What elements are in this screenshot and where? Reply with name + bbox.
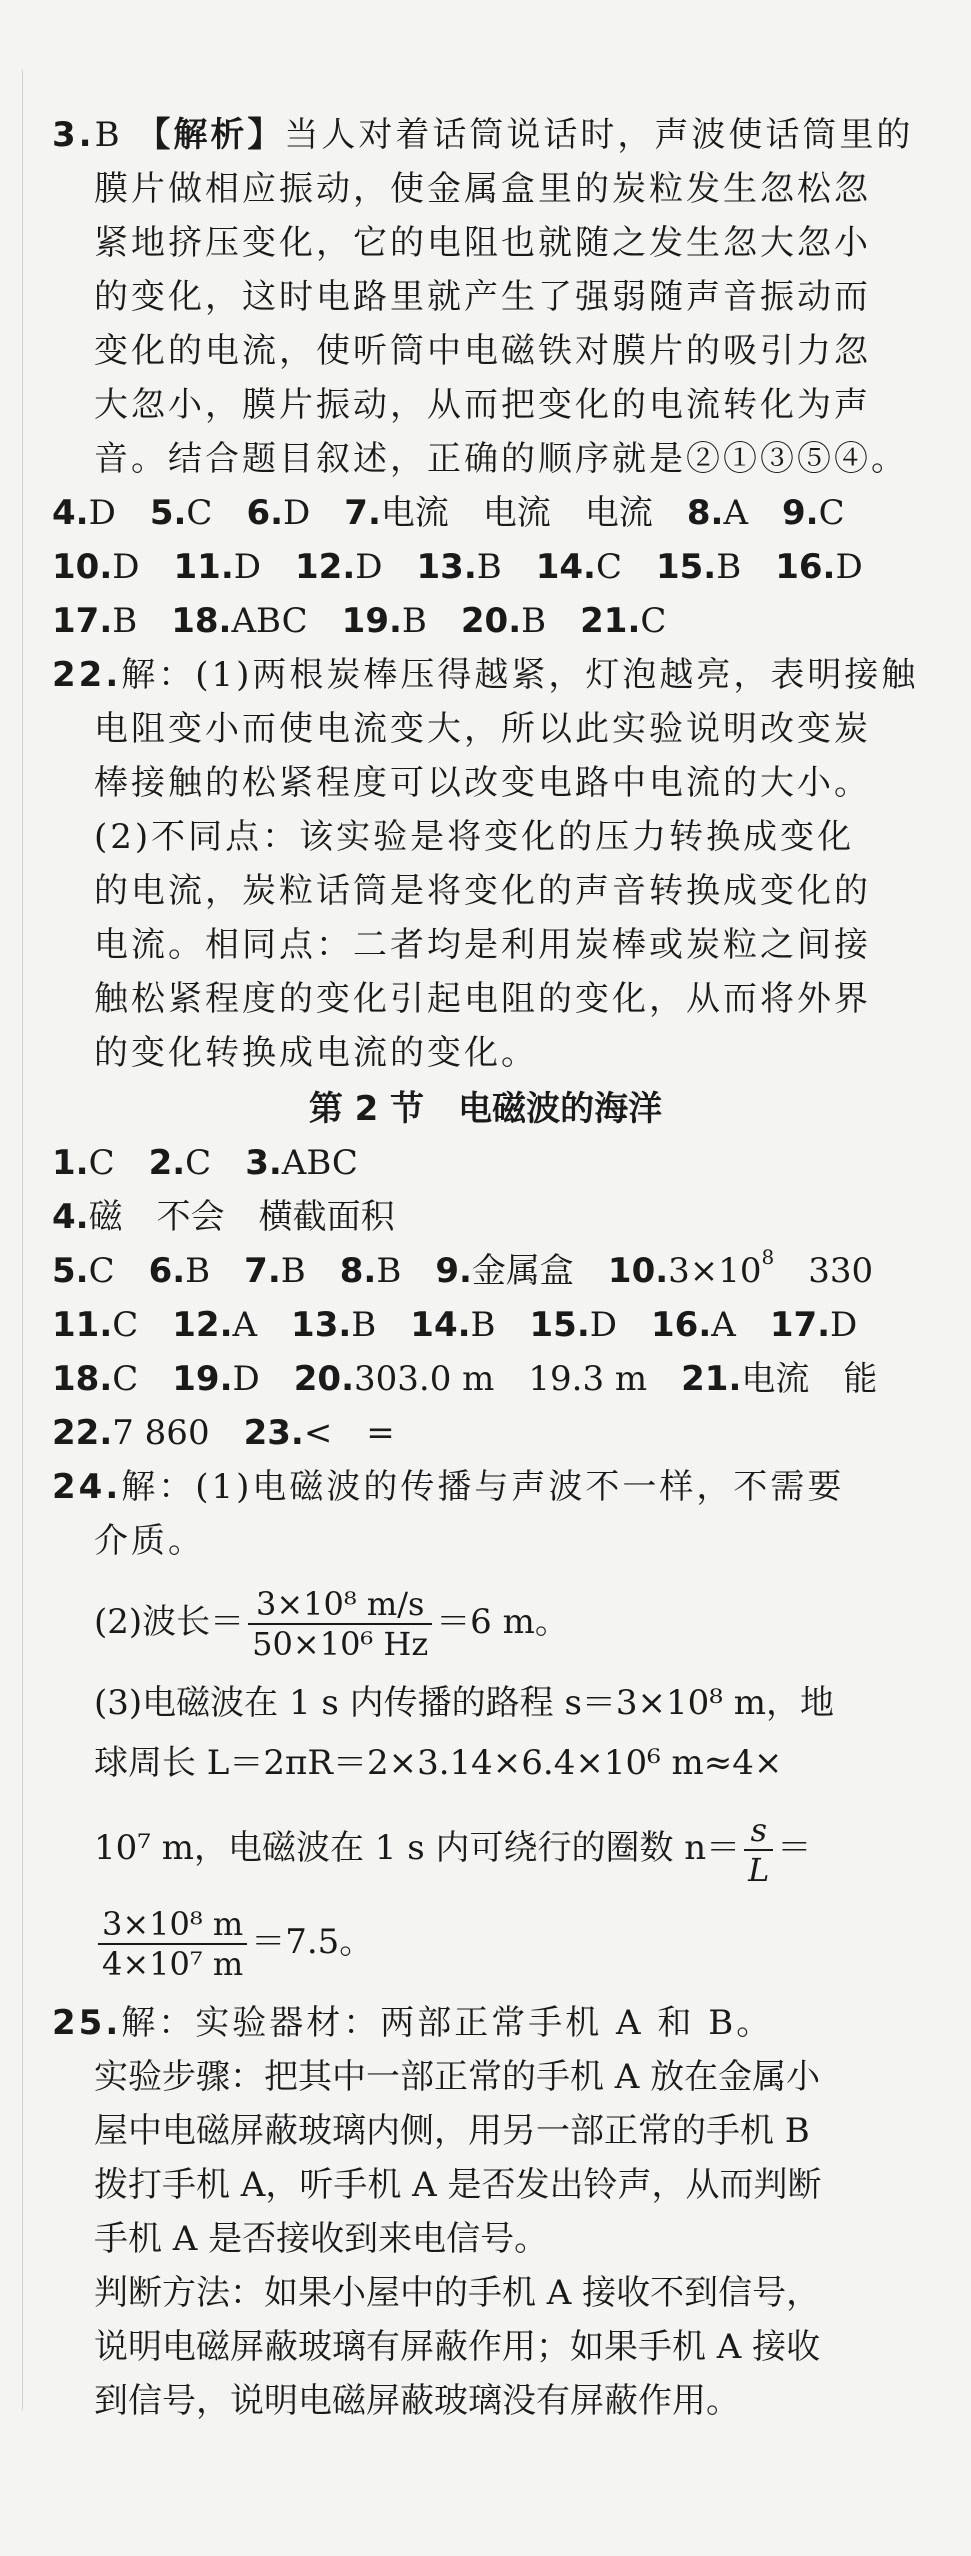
q24-wavelength-line: (2)波长＝ $\frac{\text{3×10⁸ m/s}}{\text{50×10⁶ Hz}}$ ＝6 m。 — [94, 1585, 569, 1663]
q25-line-6: 判断方法：如果小屋中的手机 A 接收不到信号， — [94, 2273, 821, 2313]
loops-fraction: $\frac{\text{3×10⁸ m}}{\text{4×10⁷ m}}$ — [98, 1905, 247, 1983]
q3-line-6: 大忽小，膜片振动，从而把变化的电流转化为声 — [94, 385, 871, 425]
q24-loops-line: 10⁷ m，电磁波在 1 s 内可绕行的圈数 n＝ $\frac{s}{L}$ ＝ — [94, 1811, 812, 1889]
answer-row-4-9: 4.D 5.C 6.D 7.电流 电流 电流 8.A 9.C — [52, 493, 845, 533]
q22-number: 22. — [52, 655, 122, 695]
q22-line-2: 电阻变小而使电流变大，所以此实验说明改变炭 — [94, 709, 871, 749]
q22-line-8: 的变化转换成电流的变化。 — [94, 1033, 538, 1073]
q25-line-2: 实验步骤：把其中一部正常的手机 A 放在金属小 — [94, 2057, 821, 2097]
q22-line-3: 棒接触的松紧程度可以改变电路中电流的大小。 — [94, 763, 871, 803]
q25-line-3: 屋中电磁屏蔽玻璃内侧，用另一部正常的手机 B — [94, 2111, 810, 2151]
q25-number: 25. — [52, 2003, 122, 2043]
q22-line-6: 电流。相同点：二者均是利用炭棒或炭粒之间接 — [94, 925, 871, 965]
s2-answer-row-11-17: 11.C 12.A 13.B 14.B 15.D 16.A 17.D — [52, 1305, 858, 1345]
q3-line-1 — [52, 112, 913, 158]
q22-line-4: (2)不同点：该实验是将变化的压力转换成变化 — [94, 817, 855, 857]
q24-line-2: 介质。 — [94, 1521, 205, 1561]
q3-line-5: 变化的电流，使听筒中电磁铁对膜片的吸引力忽 — [94, 331, 871, 371]
q25-line-4: 拨打手机 A，听手机 A 是否发出铃声，从而判断 — [94, 2165, 822, 2205]
q24-number: 24. — [52, 1467, 122, 1507]
s-over-l-fraction: $\frac{s}{L}$ — [744, 1811, 773, 1889]
q3-number: 3. — [52, 115, 95, 155]
gutter-divider — [22, 70, 23, 2410]
q3-line-3: 紧地挤压变化，它的电阻也就随之发生忽大忽小 — [94, 223, 871, 263]
q3-answer: B — [94, 115, 123, 155]
q3-line-2: 膜片做相应振动，使金属盒里的炭粒发生忽松忽 — [94, 169, 871, 209]
q22-line-7: 触松紧程度的变化引起电阻的变化，从而将外界 — [94, 979, 871, 1019]
s2-answer-row-18-21: 18.C 19.D 20.303.0 m 19.3 m 21.电流 能 — [52, 1359, 878, 1399]
q24-result-line: $\frac{\text{3×10⁸ m}}{\text{4×10⁷ m}}$ ＝7.5。 — [94, 1900, 373, 1984]
q3-line-7: 音。结合题目叙述，正确的顺序就是②①③⑤④。 — [94, 439, 908, 479]
q25-line-5: 手机 A 是否接收到来电信号。 — [94, 2219, 549, 2259]
q22-line-5: 的电流，炭粒话筒是将变化的声音转换成变化的 — [94, 871, 871, 911]
answer-row-17-21: 17.B 18.ABC 19.B 20.B 21.C — [52, 601, 667, 641]
s2-answer-row-1-3: 1.C 2.C 3.ABC — [52, 1143, 358, 1183]
q22-line-1: 22.解：(1)两根炭棒压得越紧，灯泡越亮，表明接触 — [52, 655, 919, 695]
wavelength-fraction: $\frac{\text{3×10⁸ m/s}}{\text{50×10⁶ Hz}}$ — [248, 1585, 432, 1663]
q3-text: 当人对着话筒说话时，声波使话筒里的 — [284, 115, 914, 155]
q25-line-1: 25.解：实验器材：两部正常手机 A 和 B。 — [52, 2003, 774, 2043]
q25-line-8: 到信号，说明电磁屏蔽玻璃没有屏蔽作用。 — [94, 2381, 740, 2421]
q24-line-4: (3)电磁波在 1 s 内传播的路程 s＝3×10⁸ m，地 — [94, 1683, 834, 1723]
section-2-heading: 第 2 节 电磁波的海洋 — [308, 1089, 663, 1129]
s2-answer-row-22-23: 22.7 860 23.< = — [52, 1413, 395, 1453]
q24-line-5: 球周长 L＝2πR＝2×3.14×6.4×10⁶ m≈4× — [94, 1743, 783, 1783]
q25-line-7: 说明电磁屏蔽玻璃有屏蔽作用；如果手机 A 接收 — [94, 2327, 821, 2367]
s2-answer-row-4: 4.磁 不会 横截面积 — [52, 1197, 395, 1237]
q3-line-4: 的变化，这时电路里就产生了强弱随声音振动而 — [94, 277, 871, 317]
answer-row-10-16: 10.D 11.D 12.D 13.B 14.C 15.B 16.D — [52, 547, 863, 587]
q3-analysis-tag: 【解析】 — [136, 115, 285, 155]
s2-answer-row-5-10: 5.C 6.B 7.B 8.B 9.金属盒 $10.3\times 10^8$ 330 — [52, 1245, 874, 1291]
q24-line-1: 24.解：(1)电磁波的传播与声波不一样，不需要 — [52, 1467, 845, 1507]
